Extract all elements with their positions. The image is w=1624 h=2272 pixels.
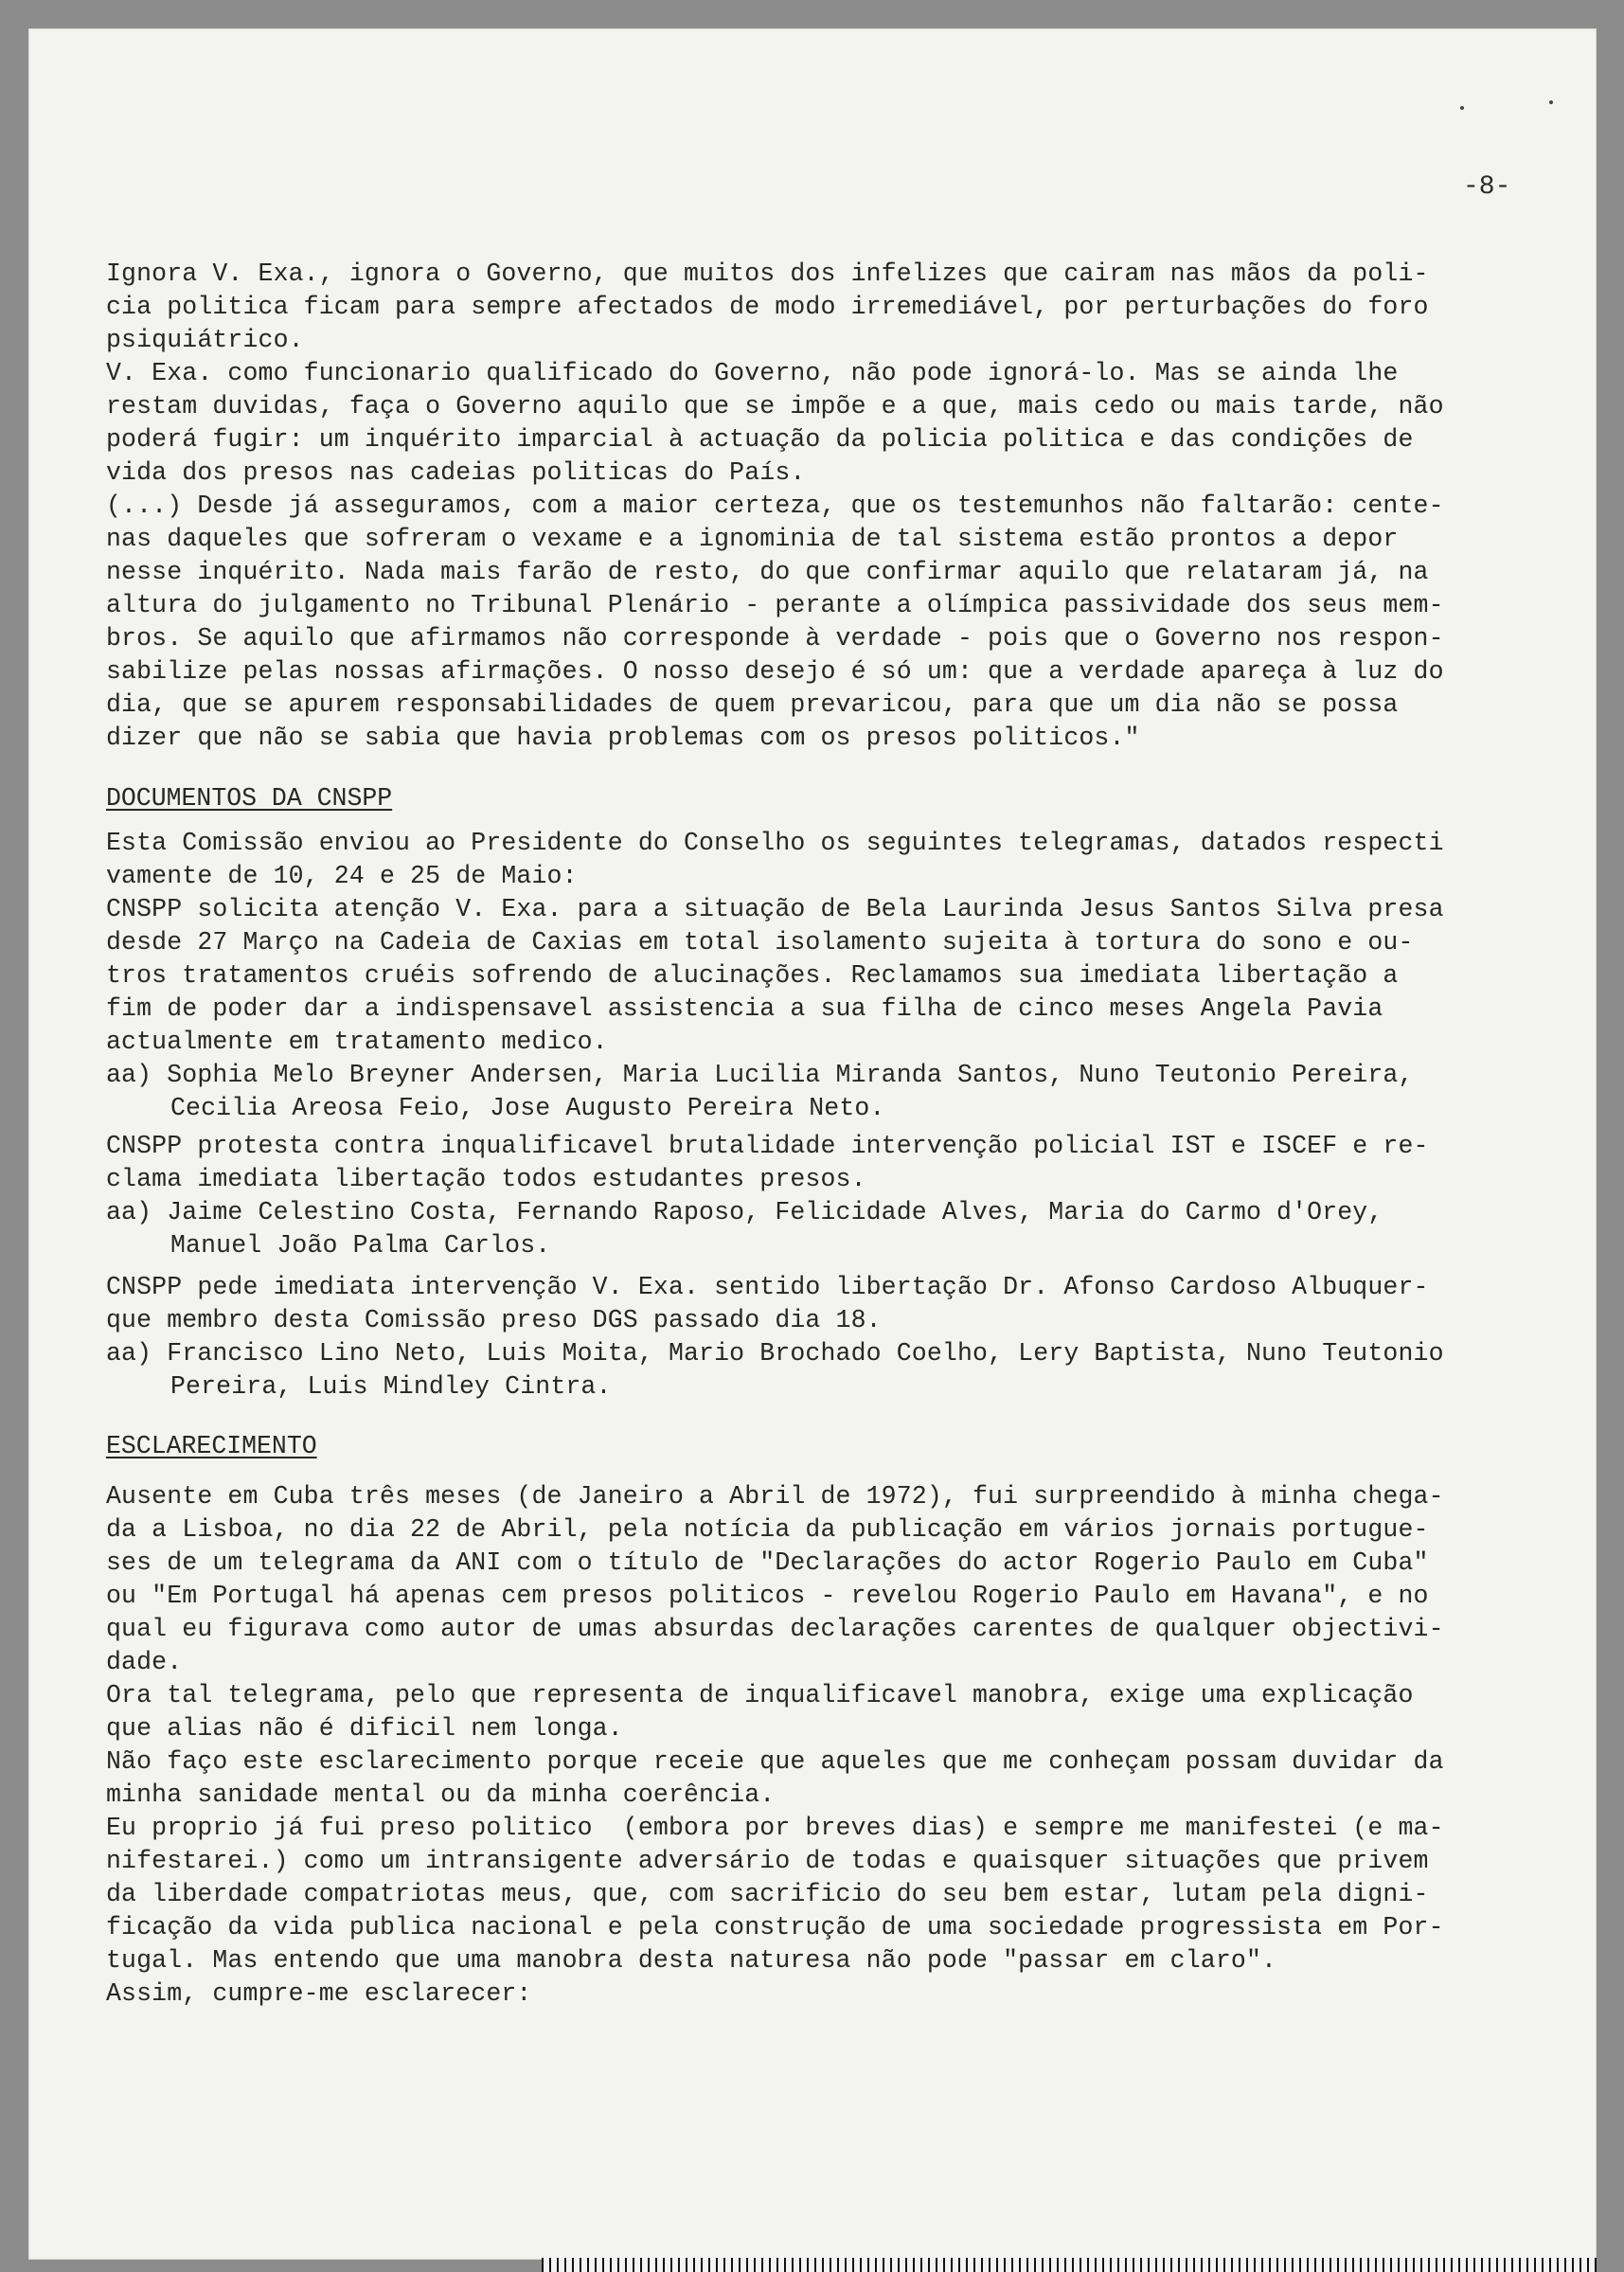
text-line: bros. Se aquilo que afirmamos não corresponde à verdade - pois que o Governo nos respon- (106, 624, 1444, 653)
text-line: da liberdade compatriotas meus, que, com sacrificio do seu bem estar, lutam pela digni- (106, 1880, 1429, 1908)
text-line: Não faço este esclarecimento porque receie que aqueles que me conheçam possam duvidar da (106, 1747, 1444, 1776)
ink-speck (1460, 106, 1464, 110)
text-line: V. Exa. como funcionario qualificado do Governo, não pode ignorá-lo. Mas se ainda lhe (106, 359, 1399, 387)
text-line: poderá fugir: um inquérito imparcial à actuação da policia politica e das condições de (106, 425, 1414, 454)
ink-speck (1549, 100, 1553, 104)
text-line: nesse inquérito. Nada mais farão de resto, do que confirmar aquilo que relataram já, na (106, 558, 1429, 586)
text-line: actualmente em tratamento medico. (106, 1028, 608, 1056)
text-line: ses de um telegrama da ANI com o título de "Declarações do actor Rogerio Paulo em Cuba" (106, 1548, 1429, 1577)
esclarecimento-body (106, 1480, 1579, 2011)
text-line: nifestarei.) como um intransigente adversário de todas e quaisquer situações que privem (106, 1847, 1429, 1875)
telegram-1 (106, 893, 1579, 1125)
intro-paragraph (106, 258, 1579, 755)
text-line: dia, que se apurem responsabilidades de quem prevaricou, para que um dia não se possa (106, 690, 1399, 719)
section-heading-documentos: DOCUMENTOS DA CNSPP (106, 784, 393, 813)
text-line: que alias não é dificil nem longa. (106, 1714, 623, 1743)
text-line: Assim, cumpre-me esclarecer: (106, 1979, 532, 2008)
text-line: CNSPP protesta contra inqualificavel brutalidade intervenção policial IST e ISCEF e re- (106, 1132, 1429, 1160)
text-line: desde 27 Março na Cadeia de Caxias em total isolamento sujeita à tortura do sono e ou- (106, 928, 1414, 957)
section-heading-esclarecimento: ESCLARECIMENTO (106, 1432, 317, 1460)
signatories-line: aa) Francisco Lino Neto, Luis Moita, Mario Brochado Coelho, Lery Baptista, Nuno Teutonio (106, 1339, 1444, 1368)
text-line: minha sanidade mental ou da minha coerência. (106, 1780, 776, 1809)
text-line: altura do julgamento no Tribunal Plenário - perante a olímpica passividade dos seus mem- (106, 591, 1444, 619)
text-line: nas daqueles que sofreram o vexame e a ignominia de tal sistema estão prontos a depor (106, 525, 1399, 553)
documentos-intro (106, 827, 1579, 893)
text-line: Ignora V. Exa., ignora o Governo, que muitos dos infelizes que cairam nas mãos da poli- (106, 259, 1429, 288)
text-line: Ausente em Cuba três meses (de Janeiro a Abril de 1972), fui surpreendido à minha chega- (106, 1482, 1444, 1511)
telegram-2 (106, 1130, 1579, 1262)
text-line: CNSPP solicita atenção V. Exa. para a situação de Bela Laurinda Jesus Santos Silva presa (106, 895, 1444, 923)
text-line: psiquiátrico. (106, 326, 304, 354)
text-line: da a Lisboa, no dia 22 de Abril, pela notícia da publicação em vários jornais portugue- (106, 1515, 1429, 1544)
page-number: -8- (1463, 172, 1511, 202)
text-line: vida dos presos nas cadeias politicas do País. (106, 458, 806, 487)
signatories-line: Pereira, Luis Mindley Cintra. (170, 1372, 612, 1401)
signatories-line: Manuel João Palma Carlos. (170, 1231, 551, 1260)
telegram-3 (106, 1271, 1579, 1404)
text-line: ou "Em Portugal há apenas cem presos politicos - revelou Rogerio Paulo em Havana", e no (106, 1582, 1429, 1610)
text-line: que membro desta Comissão preso DGS passado dia 18. (106, 1306, 882, 1334)
scan-ruler (542, 2258, 1597, 2272)
text-line: Esta Comissão enviou ao Presidente do Conselho os seguintes telegramas, datados respecti (106, 829, 1444, 857)
text-line: dade. (106, 1648, 183, 1676)
text-line: (...) Desde já asseguramos, com a maior certeza, que os testemunhos não faltarão: cente- (106, 492, 1444, 520)
signatories-line: Cecilia Areosa Feio, Jose Augusto Pereira Neto. (170, 1094, 885, 1122)
text-line: restam duvidas, faça o Governo aquilo que se impõe e a que, mais cedo ou mais tarde, não (106, 392, 1444, 420)
text-line: tugal. Mas entendo que uma manobra desta naturesa não pode "passar em claro". (106, 1946, 1277, 1975)
text-line: vamente de 10, 24 e 25 de Maio: (106, 862, 578, 890)
text-line: ficação da vida publica nacional e pela construção de uma sociedade progressista em Por- (106, 1913, 1444, 1941)
text-line: fim de poder dar a indispensavel assistencia a sua filha de cinco meses Angela Pavia (106, 994, 1383, 1023)
text-line: tros tratamentos cruéis sofrendo de alucinações. Reclamamos sua imediata libertação a (106, 961, 1399, 990)
text-line: sabilize pelas nossas afirmações. O nosso desejo é só um: que a verdade apareça à luz do (106, 657, 1444, 686)
text-line: cia politica ficam para sempre afectados de modo irremediável, por perturbações do foro (106, 293, 1429, 321)
text-line: dizer que não se sabia que havia problemas com os presos politicos." (106, 724, 1140, 752)
text-line: Ora tal telegrama, pelo que representa de inqualificavel manobra, exige uma explicação (106, 1681, 1414, 1709)
signatories-line: aa) Jaime Celestino Costa, Fernando Raposo, Felicidade Alves, Maria do Carmo d'Orey, (106, 1198, 1383, 1226)
text-line: CNSPP pede imediata intervenção V. Exa. sentido libertação Dr. Afonso Cardoso Albuquer- (106, 1273, 1429, 1301)
text-line: clama imediata libertação todos estudantes presos. (106, 1165, 866, 1193)
signatories-line: aa) Sophia Melo Breyner Andersen, Maria Lucilia Miranda Santos, Nuno Teutonio Pereira, (106, 1061, 1414, 1089)
text-line: qual eu figurava como autor de umas absurdas declarações carentes de qualquer objectivi- (106, 1615, 1444, 1643)
text-line: Eu proprio já fui preso politico (embora por breves dias) e sempre me manifestei (e ma- (106, 1814, 1444, 1842)
